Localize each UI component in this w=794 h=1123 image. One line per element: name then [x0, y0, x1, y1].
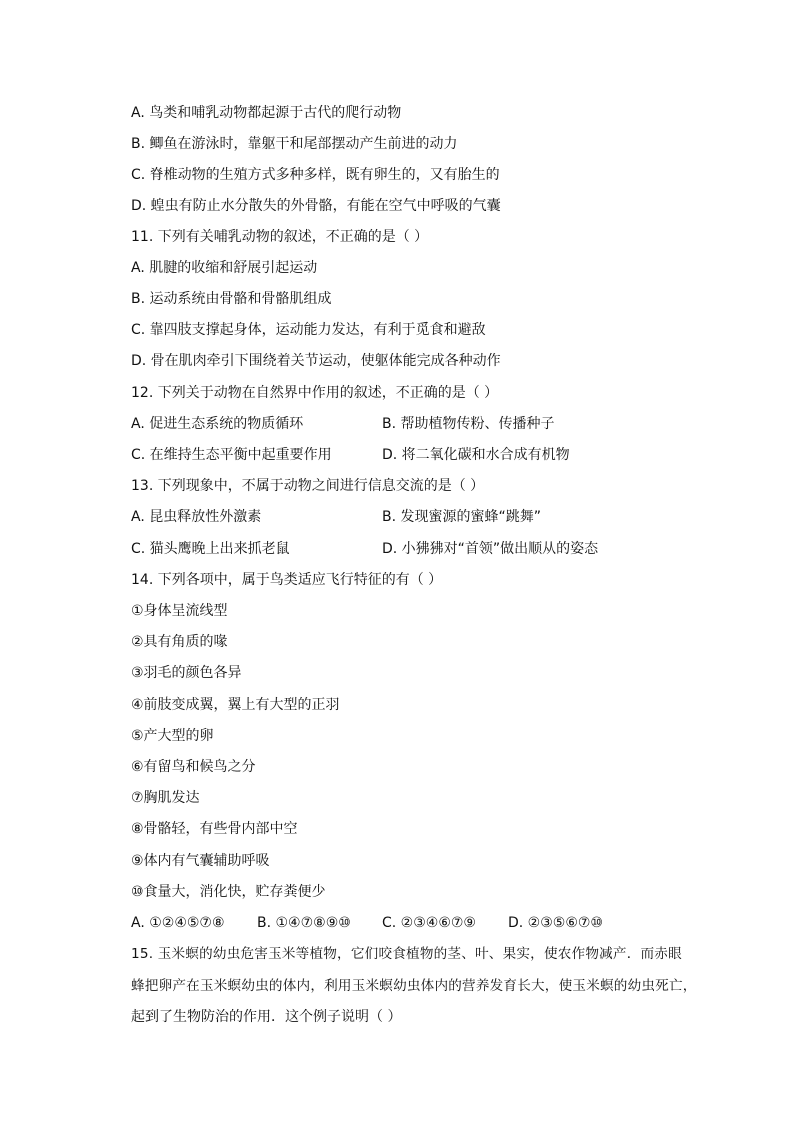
q15-text-line-1: 15. 玉米螟的幼虫危害玉米等植物，它们咬食植物的茎、叶、果实，使农作物减产．而赤眼	[131, 946, 682, 962]
q14-item: ⑦胸肌发达	[131, 790, 200, 806]
q14-item: ①身体呈流线型	[131, 603, 228, 619]
q11-option-c: C. 靠四肢支撑起身体，运动能力发达，有利于觅食和避敌	[131, 322, 486, 338]
q14-stem: 14. 下列各项中，属于鸟类适应飞行特征的有（ ）	[131, 572, 443, 588]
q11-stem: 11. 下列有关哺乳动物的叙述，不正确的是（ ）	[131, 229, 429, 245]
q14-item: ②具有角质的喙	[131, 634, 228, 650]
q12-option-d: D. 将二氧化碳和水合成有机物	[382, 447, 570, 463]
q13-stem: 13. 下列现象中，不属于动物之间进行信息交流的是（ ）	[131, 478, 485, 494]
q14-item: ⑩食量大，消化快，贮存粪便少	[131, 884, 326, 900]
q10-option-a: A. 鸟类和哺乳动物都起源于古代的爬行动物	[131, 105, 402, 121]
q14-option-a: A. ①②④⑤⑦⑧	[131, 915, 225, 931]
q12-stem: 12. 下列关于动物在自然界中作用的叙述，不正确的是（ ）	[131, 385, 499, 401]
q11-option-b: B. 运动系统由骨骼和骨骼肌组成	[131, 291, 332, 307]
q14-item: ⑥有留鸟和候鸟之分	[131, 759, 256, 775]
q14-item: ③羽毛的颜色各异	[131, 665, 242, 681]
q14-item: ⑨体内有气囊辅助呼吸	[131, 853, 270, 869]
q12-option-c: C. 在维持生态平衡中起重要作用	[131, 447, 332, 463]
q13-option-d: D. 小狒狒对“首领”做出顺从的姿态	[382, 541, 599, 557]
q14-item: ⑤产大型的卵	[131, 728, 214, 744]
q15-text-line-2: 蜂把卵产在玉米螟幼虫的体内，利用玉米螟幼虫体内的营养发育长大，使玉米螟的幼虫死亡，	[131, 978, 697, 994]
q14-item: ④前肢变成翼，翼上有大型的正羽	[131, 697, 340, 713]
q10-option-d: D. 蝗虫有防止水分散失的外骨骼，有能在空气中呼吸的气囊	[131, 198, 501, 214]
q11-option-d: D. 骨在肌肉牵引下围绕着关节运动，使躯体能完成各种动作	[131, 353, 501, 369]
q14-item: ⑧骨骼轻，有些骨内部中空	[131, 821, 298, 837]
q14-option-c: C. ②③④⑥⑦⑨	[382, 915, 476, 931]
q14-option-b: B. ①④⑦⑧⑨⑩	[257, 915, 351, 931]
q13-option-c: C. 猫头鹰晚上出来抓老鼠	[131, 541, 290, 557]
q12-option-a: A. 促进生态系统的物质循环	[131, 416, 304, 432]
q11-option-a: A. 肌腱的收缩和舒展引起运动	[131, 260, 318, 276]
q13-option-a: A. 昆虫释放性外激素	[131, 509, 262, 525]
q13-option-b: B. 发现蜜源的蜜蜂“跳舞”	[382, 509, 542, 525]
q10-option-b: B. 鲫鱼在游泳时，靠躯干和尾部摆动产生前进的动力	[131, 136, 458, 152]
q15-text-line-3: 起到了生物防治的作用．这个例子说明（ ）	[131, 1009, 402, 1025]
q10-option-c: C. 脊椎动物的生殖方式多种多样，既有卵生的，又有胎生的	[131, 167, 500, 183]
q12-option-b: B. 帮助植物传粉、传播种子	[382, 416, 555, 432]
q14-option-d: D. ②③⑤⑥⑦⑩	[508, 915, 603, 931]
